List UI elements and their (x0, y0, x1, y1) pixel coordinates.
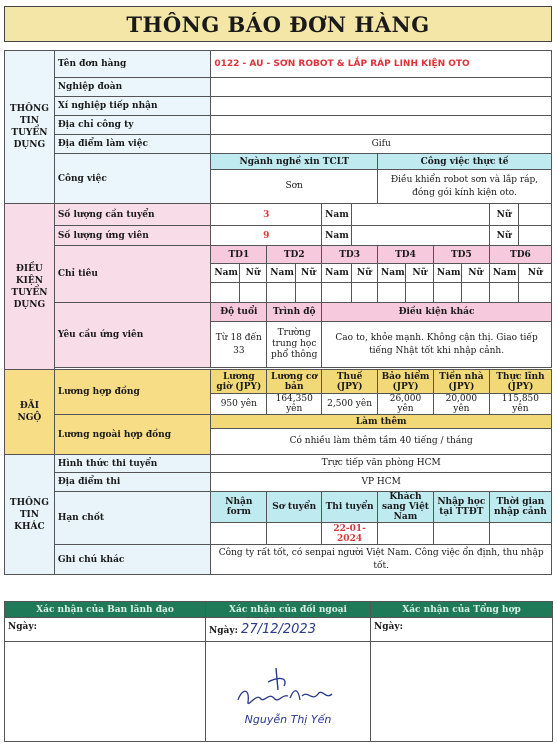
value-nam-ung (351, 226, 489, 246)
label-nghiep-doan: Nghiệp đoàn (54, 78, 211, 97)
date-label: Ngày: (374, 622, 403, 632)
value-so-luong-can: 3 (211, 204, 322, 226)
value-dieu-kien-khac: Cao to, khỏe mạnh. Không cận thị. Giao tiếp tiếng Nhật tốt khi nhập cảnh. (322, 322, 552, 368)
td1-nam: Nam (211, 264, 239, 283)
header-td2: TD2 (267, 246, 322, 264)
label-hinh-thuc-thi-tuyen: Hình thức thi tuyển (54, 455, 211, 473)
value-dia-diem-thi: VP HCM (211, 473, 552, 492)
date-tong-hop (371, 618, 553, 642)
td4-nu: Nữ (406, 264, 433, 283)
header-do-tuoi: Độ tuổi (211, 303, 267, 322)
date-doi-ngoai (206, 618, 371, 642)
header-td6: TD6 (489, 246, 551, 264)
date-label: Ngày: (209, 626, 238, 636)
header-thoi-gian-nhap-canh: Thời gian nhập cảnh (489, 492, 551, 523)
value-tien-nha: 20,000 yên (433, 394, 489, 415)
header-trinh-do: Trình độ (267, 303, 322, 322)
value-nu-can (519, 204, 552, 226)
value-nhap-hoc (433, 523, 489, 545)
value-thi-tuyen: 22-01-2024 (322, 523, 378, 545)
label-luong-hop-dong: Lương hợp đồng (54, 370, 211, 415)
value-dia-chi (211, 116, 552, 135)
confirmation-table (4, 601, 553, 742)
section-dieu-kien-tuyen-dung: ĐIỀU KIỆN TUYỂN DỤNG (5, 204, 55, 370)
value-ghi-chu: Công ty rất tốt, có senpai người Việt Nam. Công việc ổn định, thu nhập tốt. (211, 545, 552, 575)
td3-nam: Nam (322, 264, 351, 283)
td4-nam: Nam (378, 264, 406, 283)
value-nu-ung (519, 226, 552, 246)
header-thue: Thuế (JPY) (322, 370, 378, 394)
section-thong-tin-tuyen-dung: THÔNG TIN TUYỂN DỤNG (5, 51, 55, 204)
handwritten-date: 27/12/2023 (241, 622, 316, 637)
value-nam-can (351, 204, 489, 226)
label-so-luong-can: Số lượng cần tuyển (54, 204, 211, 226)
td3-nam-value (322, 283, 351, 303)
label-chi-tieu: Chỉ tiêu (54, 246, 211, 303)
value-nganh-nghe: Sơn (211, 170, 378, 204)
label-han-chot: Hạn chốt (54, 492, 211, 545)
date-label: Ngày: (8, 622, 37, 632)
header-khach-sang: Khách sang Việt Nam (378, 492, 434, 523)
label-nu-can: Nữ (489, 204, 518, 226)
header-thi-tuyen: Thi tuyển (322, 492, 378, 523)
header-nganh-nghe: Ngành nghề xin TCLT (211, 154, 378, 170)
value-khach-sang (378, 523, 434, 545)
signature-scribble-icon (228, 658, 348, 718)
label-dia-chi: Địa chỉ công ty (54, 116, 211, 135)
value-bao-hiem: 26,000 yên (378, 394, 434, 415)
label-dia-diem-thi: Địa điểm thi (54, 473, 211, 492)
label-ghi-chu: Ghi chú khác (54, 545, 211, 575)
order-table (4, 50, 552, 575)
header-td3: TD3 (322, 246, 378, 264)
td1-nu: Nữ (239, 264, 266, 283)
signature-name: Nguyễn Thị Yến (244, 712, 332, 726)
td4-nam-value (378, 283, 406, 303)
value-luong-gio: 950 yên (211, 394, 267, 415)
header-doi-ngoai: Xác nhận của đối ngoại (206, 602, 371, 618)
td1-nu-value (239, 283, 266, 303)
value-dia-diem: Gifu (211, 135, 552, 154)
header-bao-hiem: Bảo hiểm (JPY) (378, 370, 434, 394)
td5-nam: Nam (433, 264, 461, 283)
td3-nu-value (351, 283, 377, 303)
header-luong-gio: Lương giờ (JPY) (211, 370, 267, 394)
signature-ban-lanh-dao (5, 642, 206, 742)
date-ban-lanh-dao (5, 618, 206, 642)
header-thuc-linh: Thực lĩnh (JPY) (489, 370, 551, 394)
label-so-luong-ung-vien: Số lượng ứng viên (54, 226, 211, 246)
header-nhan-form: Nhận form (211, 492, 267, 523)
td5-nu: Nữ (462, 264, 489, 283)
value-luong-co-ban: 164,350 yên (267, 394, 322, 415)
td6-nu-value (519, 283, 552, 303)
header-td5: TD5 (433, 246, 489, 264)
td1-nam-value (211, 283, 239, 303)
td2-nu-value (295, 283, 321, 303)
label-nu-ung: Nữ (489, 226, 518, 246)
value-cong-viec-thuc-te: Điều khiển robot sơn và lắp ráp, đóng gói kính kiện oto. (378, 170, 552, 204)
header-dieu-kien-khac: Điều kiện khác (322, 303, 552, 322)
td5-nam-value (433, 283, 461, 303)
header-ban-lanh-dao: Xác nhận của Ban lãnh đạo (5, 602, 206, 618)
header-td1: TD1 (211, 246, 267, 264)
signature-tong-hop (371, 642, 553, 742)
signature-doi-ngoai (206, 642, 371, 742)
td4-nu-value (406, 283, 433, 303)
value-ten-don-hang: 0122 - AU - SƠN ROBOT & LẮP RÁP LINH KIỆN OTO (211, 51, 552, 78)
value-nghiep-doan (211, 78, 552, 97)
header-tong-hop: Xác nhận của Tổng hợp (371, 602, 553, 618)
td2-nam: Nam (267, 264, 295, 283)
value-thoi-gian-nhap-canh (489, 523, 551, 545)
label-xi-nghiep: Xí nghiệp tiếp nhận (54, 97, 211, 116)
page-title: THÔNG BÁO ĐƠN HÀNG (4, 6, 552, 42)
label-nam-can: Nam (322, 204, 351, 226)
value-do-tuoi: Từ 18 đến 33 (211, 322, 267, 368)
section-thong-tin-khac: THÔNG TIN KHÁC (5, 455, 55, 575)
header-td4: TD4 (378, 246, 434, 264)
header-tien-nha: Tiền nhà (JPY) (433, 370, 489, 394)
td3-nu: Nữ (351, 264, 377, 283)
value-so-tuyen (267, 523, 322, 545)
value-thue: 2,500 yên (322, 394, 378, 415)
value-hinh-thuc-thi-tuyen: Trực tiếp văn phòng HCM (211, 455, 552, 473)
label-dia-diem: Địa điểm làm việc (54, 135, 211, 154)
value-nhan-form (211, 523, 267, 545)
td6-nam-value (489, 283, 518, 303)
header-lam-them: Làm thêm (211, 415, 552, 429)
label-cong-viec: Công việc (54, 154, 211, 204)
td2-nam-value (267, 283, 295, 303)
label-luong-ngoai-hop-dong: Lương ngoài hợp đồng (54, 415, 211, 455)
td5-nu-value (462, 283, 489, 303)
header-luong-co-ban: Lương cơ bản (267, 370, 322, 394)
order-notice-sheet (4, 6, 552, 744)
value-thuc-linh: 115,850 yên (489, 394, 551, 415)
value-so-luong-ung-vien: 9 (211, 226, 322, 246)
td6-nam: Nam (489, 264, 518, 283)
label-ten-don-hang: Tên đơn hàng (54, 51, 211, 78)
label-nam-ung: Nam (322, 226, 351, 246)
value-trinh-do: Trường trung học phổ thông (267, 322, 322, 368)
label-yeu-cau-ung-vien: Yêu cầu ứng viên (54, 303, 211, 368)
header-cong-viec-thuc-te: Công việc thực tế (378, 154, 552, 170)
td2-nu: Nữ (295, 264, 321, 283)
header-so-tuyen: Sơ tuyển (267, 492, 322, 523)
section-dai-ngo: ĐÃI NGỘ (5, 370, 55, 455)
value-xi-nghiep (211, 97, 552, 116)
header-nhap-hoc: Nhập học tại TTĐT (433, 492, 489, 523)
value-lam-them: Có nhiều làm thêm tầm 40 tiếng / tháng (211, 429, 552, 455)
td6-nu: Nữ (519, 264, 552, 283)
